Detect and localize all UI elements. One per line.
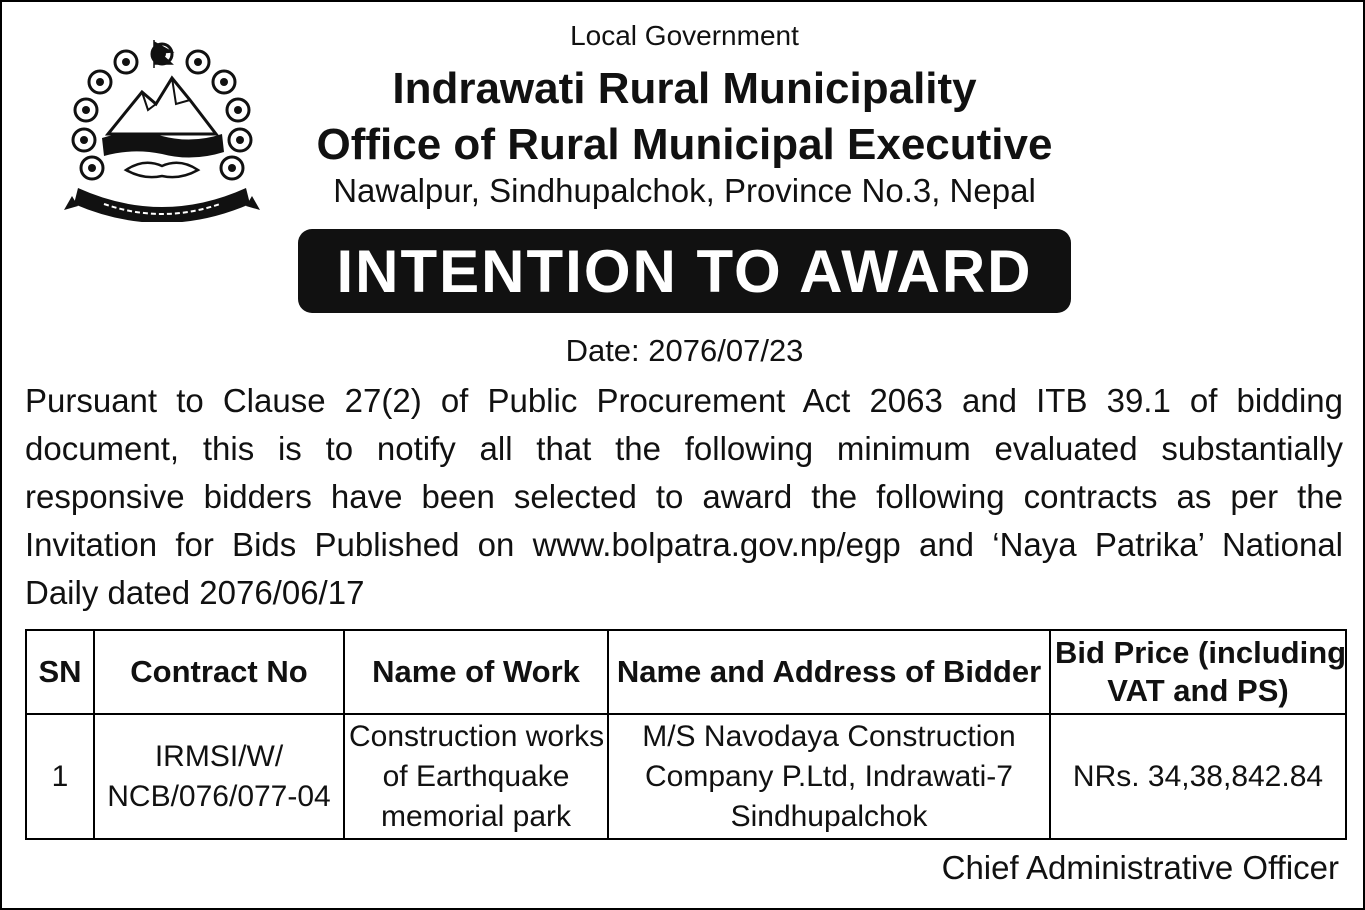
cell-line: Sindhupalchok — [730, 799, 928, 833]
body-text: the Invitation for Bids Published on www.bolpatra.gov.np/egp and ‘Naya Patrika’ — [25, 478, 1344, 563]
cell-line: of Earthquake — [382, 759, 570, 793]
table-header-row — [26, 630, 1346, 714]
award-table — [25, 629, 1347, 840]
notice-body — [25, 377, 1343, 617]
notice-title-banner: INTENTION TO AWARD — [298, 229, 1071, 313]
table-row — [26, 714, 1346, 839]
cell-bidder — [608, 714, 1050, 839]
body-text: Pursuant to Clause 27(2) of Public Procurement Act 2063 and ITB 39.1 of bidding — [25, 382, 1343, 419]
office-address: Nawalpur, Sindhupalchok, Province No.3, Nepal — [333, 172, 1036, 209]
cell-line: Construction works — [349, 719, 605, 753]
cell-line: IRMSI/W/ — [154, 739, 284, 773]
cell-line: NCB/076/077-04 — [107, 779, 331, 813]
header-name-of-work: Name of Work — [344, 630, 608, 714]
cell-line: Company P.Ltd, Indrawati-7 — [645, 759, 1013, 793]
header-contract-no: Contract No — [94, 630, 344, 714]
cell-contract-no — [94, 714, 344, 839]
office-name: Office of Rural Municipal Executive — [316, 120, 1053, 169]
header-bidder: Name and Address of Bidder — [608, 630, 1050, 714]
municipality-name: Indrawati Rural Municipality — [392, 64, 977, 113]
body-text: National Daily dated 2076/06/17 — [25, 526, 1344, 611]
cell-line: memorial park — [380, 799, 572, 833]
cell-bid-price: NRs. 34,38,842.84 — [1050, 714, 1346, 839]
signature-title: Chief Administrative Officer — [941, 849, 1339, 886]
cell-line: M/S Navodaya Construction — [642, 719, 1016, 753]
body-text: responsive bidders have been selected to award the following contracts as per — [25, 478, 1279, 515]
cell-sn: 1 — [26, 714, 94, 839]
body-text: document, this is to notify all that the following minimum evaluated substantially — [25, 430, 1343, 467]
notice-date: Date: 2076/07/23 — [565, 333, 804, 368]
cell-name-of-work — [344, 714, 608, 839]
header-bid-price-line: VAT and PS) — [1107, 673, 1289, 708]
header-bid-price-line: Bid Price (including — [1055, 635, 1347, 670]
header-sn: SN — [26, 630, 94, 714]
local-government-label: Local Government — [570, 20, 799, 51]
header-bid-price — [1050, 630, 1346, 714]
